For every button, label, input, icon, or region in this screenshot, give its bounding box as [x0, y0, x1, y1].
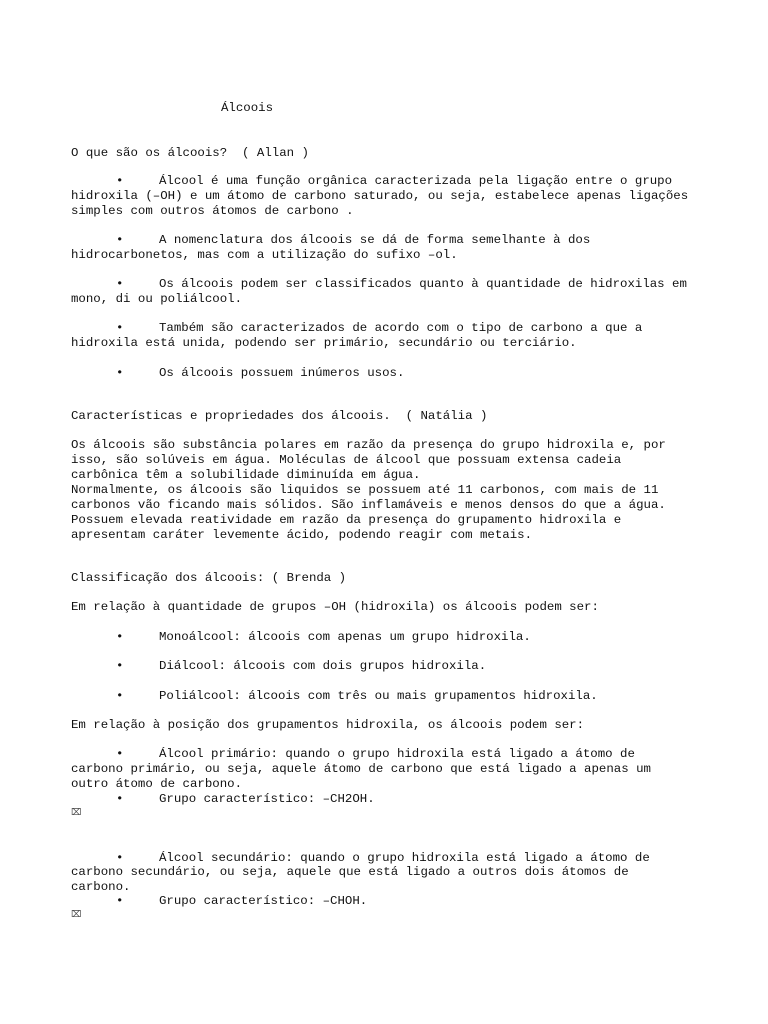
paragraph-line: hidroxila está unida, podendo ser primário, secundário ou terciário. [71, 336, 577, 350]
bullet-icon: • [116, 174, 124, 188]
bullet-icon: • [116, 792, 124, 806]
paragraph-line: Em relação à posição dos grupamentos hidroxila, os álcoois podem ser: [71, 718, 585, 732]
paragraph-line: mono, di ou poliálcool. [71, 292, 243, 306]
section-heading-classification: Classificação dos álcoois: ( Brenda ) [71, 571, 347, 585]
paragraph-line: simples com outros átomos de carbono . [71, 204, 354, 218]
paragraph-line: Os álcoois possuem inúmeros usos. [159, 366, 405, 380]
bullet-icon: • [116, 630, 124, 644]
paragraph-line: carbono secundário, ou seja, aquele que está ligado a outros dois átomos de [71, 865, 629, 879]
paragraph-line: carbono. [71, 880, 131, 894]
paragraph-line: outro átomo de carbono. [71, 777, 243, 791]
bullet-icon: • [116, 277, 124, 291]
section-heading-properties: Características e propriedades dos álcoois. ( Natália ) [71, 409, 488, 423]
list-item: Monoálcool: álcoois com apenas um grupo hidroxila. [159, 630, 531, 644]
bullet-icon: • [116, 894, 124, 908]
paragraph-line: Possuem elevada reatividade em razão da presença do grupamento hidroxila e [71, 513, 622, 527]
paragraph-line: Normalmente, os álcoois são liquidos se possuem até 11 carbonos, com mais de 11 [71, 483, 659, 497]
paragraph-line: carbono primário, ou seja, aquele átomo de carbono que está ligado a apenas um [71, 762, 651, 776]
paragraph-line: Também são caracterizados de acordo com o tipo de carbono a que a [159, 321, 643, 335]
paragraph-line: carbônica têm a solubilidade diminuída em água. [71, 468, 421, 482]
paragraph-line: Grupo característico: –CHOH. [159, 894, 368, 908]
bullet-icon: • [116, 851, 124, 865]
paragraph-line: isso, são solúveis em água. Moléculas de álcool que possuam extensa cadeia [71, 453, 622, 467]
paragraph-line: Álcool secundário: quando o grupo hidroxila está ligado a átomo de [159, 851, 650, 865]
paragraph-line: Álcool primário: quando o grupo hidroxila está ligado a átomo de [159, 747, 635, 761]
section-heading-what-are: O que são os álcoois? ( Allan ) [71, 146, 309, 160]
bullet-icon: • [116, 659, 124, 673]
paragraph-line: A nomenclatura dos álcoois se dá de forma semelhante à dos [159, 233, 591, 247]
paragraph-line: hidrocarbonetos, mas com a utilização do sufixo –ol. [71, 248, 458, 262]
bullet-icon: • [116, 689, 124, 703]
paragraph-line: Os álcoois são substância polares em razão da presença do grupo hidroxila e, por [71, 438, 666, 452]
paragraph-line: carbonos vão ficando mais sólidos. São inflamáveis e menos densos do que a água. [71, 498, 666, 512]
bullet-icon: • [116, 233, 124, 247]
bullet-icon: • [116, 321, 124, 335]
paragraph-line: Álcool é uma função orgânica caracterizada pela ligação entre o grupo [159, 174, 673, 188]
paragraph-line: Os álcoois podem ser classificados quanto à quantidade de hidroxilas em [159, 277, 687, 291]
bullet-icon: • [116, 366, 124, 380]
paragraph-line: hidroxila (–OH) e um átomo de carbono saturado, ou seja, estabelece apenas ligações [71, 189, 689, 203]
paragraph-line: apresentam caráter levemente ácido, podendo reagir com metais. [71, 528, 533, 542]
list-item: Diálcool: álcoois com dois grupos hidroxila. [159, 659, 487, 673]
missing-image-icon: ⌧ [71, 910, 82, 920]
paragraph-line: Em relação à quantidade de grupos –OH (hidroxila) os álcoois podem ser: [71, 600, 599, 614]
missing-image-icon: ⌧ [71, 808, 82, 818]
list-item: Poliálcool: álcoois com três ou mais grupamentos hidroxila. [159, 689, 598, 703]
page-title: Álcoois [221, 101, 274, 115]
paragraph-line: Grupo característico: –CH2OH. [159, 792, 375, 806]
bullet-icon: • [116, 747, 124, 761]
